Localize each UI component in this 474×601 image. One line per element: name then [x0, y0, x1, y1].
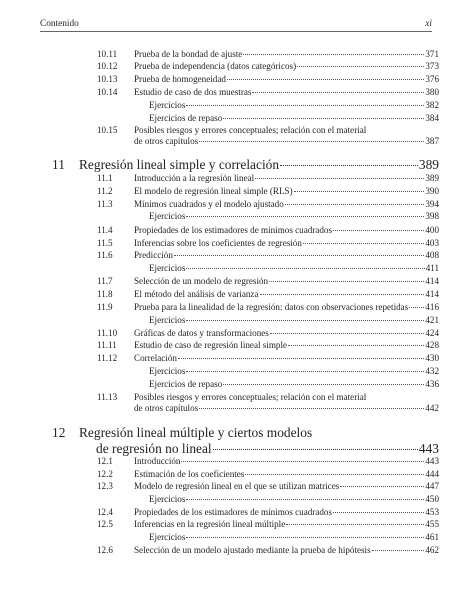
section-body — [134, 456, 439, 467]
section-title: Selección de un modelo ajustado mediante la prueba de hipótesis — [134, 545, 371, 555]
dot-leader — [186, 499, 424, 500]
section-body — [149, 494, 439, 505]
section-title-line — [134, 276, 439, 287]
section-title-line — [134, 545, 439, 556]
dot-leader — [340, 486, 424, 487]
section-title: Estudio de caso de dos muestras — [134, 87, 252, 97]
section-title-line — [134, 225, 439, 236]
section-body — [134, 469, 439, 480]
chapter-title: Regresión lineal múltiple y ciertos modelos — [79, 425, 313, 440]
section-title-line — [149, 263, 439, 274]
section-number: 12.5 — [97, 519, 113, 529]
section-title-line — [149, 366, 439, 377]
section-page-number: 414 — [425, 276, 439, 286]
chapter-page-number: 443 — [418, 440, 439, 456]
section-page-number: 394 — [425, 199, 439, 209]
section-title: Inferencias en la regresión lineal múltiple — [134, 519, 286, 529]
dot-leader — [186, 216, 424, 217]
section-title: El método del análisis de varianza — [134, 289, 259, 299]
section-body — [134, 74, 439, 85]
section-body — [134, 302, 439, 313]
dot-leader — [199, 141, 424, 142]
section-body — [134, 125, 439, 147]
section-body — [134, 250, 439, 261]
section-title-line — [134, 199, 439, 210]
section-title: Ejercicios — [149, 263, 186, 273]
section-number: 10.15 — [97, 125, 118, 135]
section-title-line — [134, 302, 439, 313]
section-title-line — [134, 328, 439, 339]
section-title-continued: de otros capítulos — [134, 403, 199, 413]
section-title-line — [134, 74, 439, 85]
dot-leader — [288, 345, 424, 346]
section-number: 12.1 — [97, 456, 113, 466]
section-body — [149, 366, 439, 377]
dot-leader — [186, 320, 424, 321]
dot-leader — [186, 268, 424, 269]
section-title: Introducción — [134, 456, 181, 466]
section-body — [149, 100, 439, 111]
running-header — [40, 19, 432, 32]
section-page-number: 371 — [425, 49, 439, 59]
dot-leader — [223, 384, 424, 385]
section-page-number: 436 — [425, 379, 439, 389]
section-page-number: 444 — [425, 469, 439, 479]
section-body — [149, 532, 439, 543]
section-page-number: 398 — [425, 211, 439, 221]
dot-leader — [270, 333, 425, 334]
section-number: 12.3 — [97, 481, 113, 491]
dot-leader — [227, 79, 424, 80]
section-title-line — [149, 211, 439, 222]
section-title-line — [149, 315, 439, 326]
section-title: Prueba de la bondad de ajuste — [134, 49, 243, 59]
section-title-line — [149, 494, 439, 505]
section-title-line — [149, 532, 439, 543]
section-body — [134, 328, 439, 339]
section-page-number: 411 — [425, 263, 439, 273]
section-body — [134, 481, 439, 492]
section-title: Correlación — [134, 353, 177, 363]
section-page-number: 432 — [425, 366, 439, 376]
dot-leader — [260, 294, 425, 295]
section-body — [134, 87, 439, 98]
section-title-line — [134, 403, 439, 414]
section-page-number: 455 — [425, 519, 439, 529]
chapter-body — [79, 425, 439, 456]
section-page-number: 384 — [425, 113, 439, 123]
section-title-line — [149, 100, 439, 111]
section-page-number: 447 — [425, 481, 439, 491]
section-body — [134, 238, 439, 249]
dot-leader — [186, 537, 424, 538]
section-page-number: 453 — [425, 507, 439, 517]
chapter-title: Regresión lineal simple y correlación — [79, 157, 280, 172]
section-title-continued: de otros capítulos — [134, 136, 199, 146]
dot-leader — [297, 66, 424, 67]
section-body — [134, 49, 439, 60]
section-body — [134, 392, 439, 414]
section-title: Selección de un modelo de regresión — [134, 276, 269, 286]
section-page-number: 380 — [425, 87, 439, 97]
section-number: 12.6 — [97, 545, 113, 555]
section-number: 10.14 — [97, 87, 118, 97]
section-title-line — [134, 87, 439, 98]
section-body — [134, 225, 439, 236]
section-body — [149, 211, 439, 222]
chapter-number: 12 — [52, 425, 66, 440]
section-title: Mínimos cuadrados y el modelo ajustado — [134, 199, 284, 209]
section-number: 10.11 — [97, 49, 118, 59]
section-body — [134, 545, 439, 556]
section-title: Gráficas de datos y transformaciones — [134, 328, 269, 338]
section-title: Propiedades de los estimadores de mínimos cuadrados — [134, 507, 332, 517]
section-number: 11.2 — [97, 186, 113, 196]
section-number: 10.13 — [97, 74, 118, 84]
section-body — [134, 186, 439, 197]
section-title: Prueba de independencia (datos categóricos) — [134, 61, 297, 71]
section-title: El modelo de regresión lineal simple (RLS) — [134, 186, 293, 196]
dot-leader — [255, 178, 424, 179]
section-body — [149, 315, 439, 326]
section-body — [149, 263, 439, 274]
chapter-body — [79, 157, 439, 173]
section-number: 11.6 — [97, 250, 113, 260]
section-page-number: 390 — [425, 186, 439, 196]
section-body — [134, 199, 439, 210]
chapter-number: 11 — [52, 157, 65, 172]
section-body — [134, 289, 439, 300]
section-number: 11.5 — [97, 238, 113, 248]
section-page-number: 389 — [425, 173, 439, 183]
dot-leader — [186, 105, 424, 106]
section-title-line — [134, 340, 439, 351]
section-title: Ejercicios — [149, 100, 186, 110]
dot-leader — [294, 191, 425, 192]
section-page-number: 387 — [425, 136, 439, 146]
section-title: Prueba de homogeneidad — [134, 74, 226, 84]
section-page-number: 461 — [425, 532, 439, 542]
section-title: Inferencias sobre los coeficientes de regresión — [134, 238, 302, 248]
section-title: Estimación de los coeficientes — [134, 469, 245, 479]
section-page-number: 442 — [425, 403, 439, 413]
dot-leader — [181, 461, 424, 462]
section-number: 11.12 — [97, 353, 118, 363]
section-page-number: 400 — [425, 225, 439, 235]
section-number: 11.13 — [97, 392, 118, 402]
section-number: 11.3 — [97, 199, 113, 209]
section-number: 11.8 — [97, 289, 113, 299]
section-title-line — [134, 125, 439, 136]
section-number: 11.7 — [97, 276, 113, 286]
section-body — [134, 507, 439, 518]
dot-leader — [269, 281, 424, 282]
section-number: 11.9 — [97, 302, 113, 312]
section-title-line — [134, 519, 439, 530]
section-title-line — [134, 49, 439, 60]
section-title-line — [134, 238, 439, 249]
dot-leader — [252, 92, 424, 93]
section-body — [134, 61, 439, 72]
section-title: Predicción — [134, 250, 173, 260]
section-page-number: 403 — [425, 238, 439, 248]
section-title: Ejercicios — [149, 211, 186, 221]
section-title-line — [134, 507, 439, 518]
section-page-number: 424 — [425, 328, 439, 338]
section-number: 11.10 — [97, 328, 118, 338]
dot-leader — [178, 358, 424, 359]
section-title: Prueba para la linealidad de la regresión: datos con observaciones repetidas — [134, 302, 409, 312]
chapter-title-line — [79, 441, 439, 457]
dot-leader — [213, 449, 418, 450]
dot-leader — [243, 54, 424, 55]
section-title: Ejercicios — [149, 532, 186, 542]
section-title: Posibles riesgos y errores conceptuales; relación con el material — [134, 392, 367, 402]
section-title-line — [134, 353, 439, 364]
section-body — [134, 340, 439, 351]
section-page-number: 408 — [425, 250, 439, 260]
header-page-number: xi — [425, 19, 432, 29]
section-title: Posibles riesgos y errores conceptuales; relación con el material — [134, 125, 367, 135]
section-page-number: 421 — [425, 315, 439, 325]
chapter-title-line — [79, 425, 439, 441]
section-page-number: 373 — [425, 61, 439, 71]
section-title-line — [134, 250, 439, 261]
header-section-title: Contenido — [40, 19, 79, 29]
section-page-number: 428 — [425, 340, 439, 350]
section-page-number: 376 — [425, 74, 439, 84]
section-title: Introducción a la regresión lineal — [134, 173, 255, 183]
section-title: Ejercicios de repaso — [149, 379, 223, 389]
dot-leader — [223, 118, 424, 119]
section-title-line — [149, 113, 439, 124]
section-number: 11.11 — [97, 340, 117, 350]
section-title: Ejercicios — [149, 315, 186, 325]
section-number: 11.4 — [97, 225, 113, 235]
section-title-line — [134, 186, 439, 197]
section-title-line — [134, 289, 439, 300]
section-title-line — [149, 379, 439, 390]
dot-leader — [285, 204, 425, 205]
section-page-number: 414 — [425, 289, 439, 299]
section-page-number: 382 — [425, 100, 439, 110]
section-page-number: 450 — [425, 494, 439, 504]
dot-leader — [199, 408, 424, 409]
section-title-line — [134, 61, 439, 72]
section-page-number: 430 — [425, 353, 439, 363]
section-number: 12.2 — [97, 469, 113, 479]
dot-leader — [303, 243, 424, 244]
section-title: Ejercicios — [149, 494, 186, 504]
dot-leader — [372, 550, 425, 551]
section-body — [134, 353, 439, 364]
section-number: 12.4 — [97, 507, 113, 517]
dot-leader — [286, 524, 424, 525]
section-title: Ejercicios — [149, 366, 186, 376]
section-title-line — [134, 136, 439, 147]
chapter-title-line — [79, 157, 439, 173]
chapter-page-number: 389 — [418, 157, 439, 172]
section-title: Ejercicios de repaso — [149, 113, 223, 123]
dot-leader — [333, 512, 424, 513]
section-title-line — [134, 469, 439, 480]
section-number: 11.1 — [97, 173, 113, 183]
section-title: Estudio de caso de regresión lineal simple — [134, 340, 288, 350]
section-title: Propiedades de los estimadores de mínimos cuadrados — [134, 225, 332, 235]
section-page-number: 462 — [425, 545, 439, 555]
section-body — [134, 173, 439, 184]
dot-leader — [409, 307, 424, 308]
dot-leader — [333, 230, 424, 231]
dot-leader — [174, 255, 424, 256]
section-title: Modelo de regresión lineal en el que se utilizan matrices — [134, 481, 340, 491]
section-title-line — [134, 173, 439, 184]
section-page-number: 416 — [425, 302, 439, 312]
section-body — [134, 276, 439, 287]
section-body — [149, 379, 439, 390]
section-number: 10.12 — [97, 61, 118, 71]
section-body — [149, 113, 439, 124]
section-page-number: 443 — [425, 456, 439, 466]
section-body — [134, 519, 439, 530]
chapter-title-continued: de regresión no lineal — [96, 440, 212, 456]
dot-leader — [245, 474, 424, 475]
section-title-line — [134, 481, 439, 492]
dot-leader — [186, 371, 424, 372]
section-title-line — [134, 392, 439, 403]
section-title-line — [134, 456, 439, 467]
dot-leader — [280, 165, 418, 166]
